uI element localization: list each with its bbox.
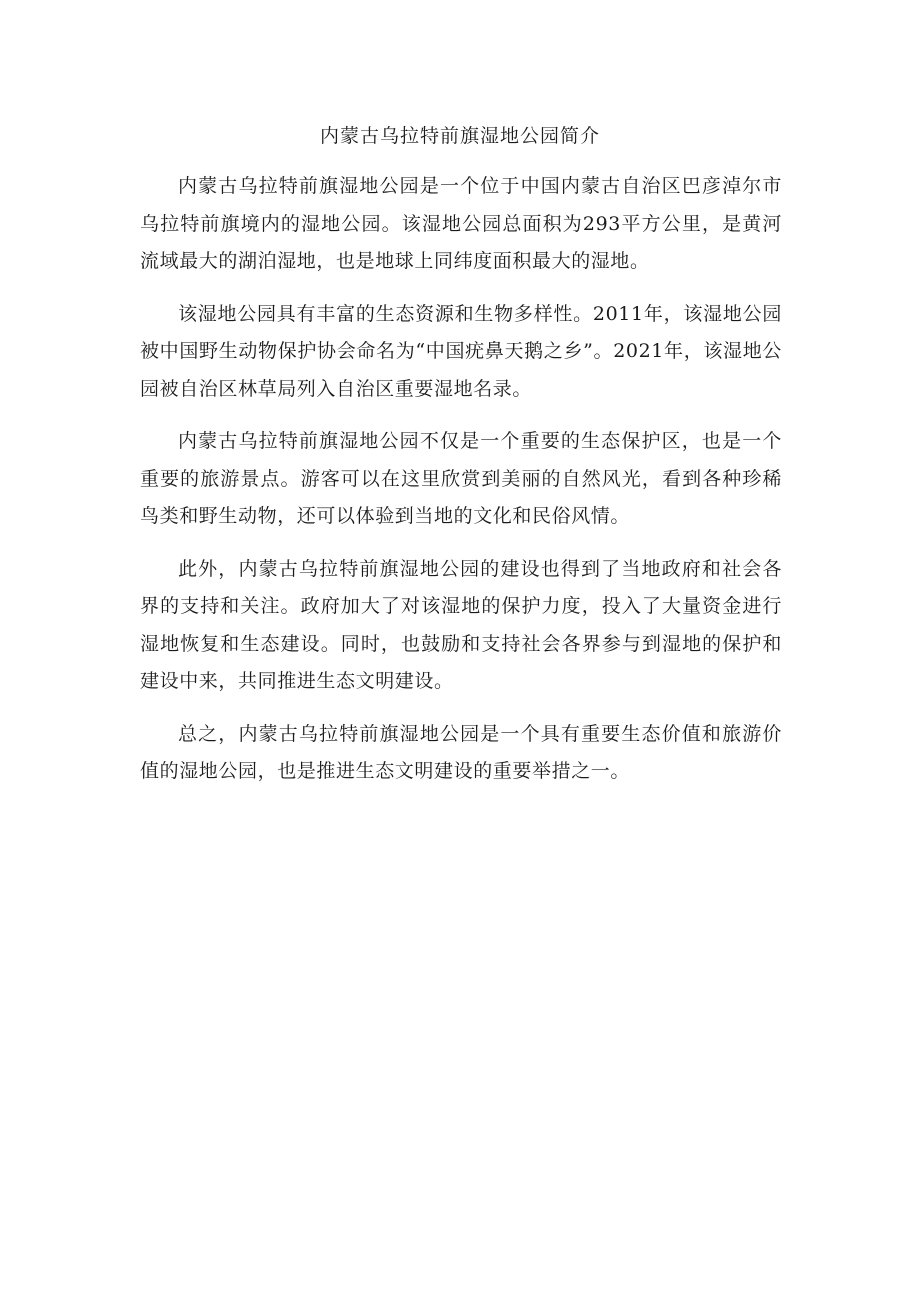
- document-title: 内蒙古乌拉特前旗湿地公园简介: [319, 125, 600, 147]
- document-body: [140, 168, 782, 806]
- paragraph-5: 总之，内蒙古乌拉特前旗湿地公园是一个具有重要生态价值和旅游价值的湿地公园，也是推进生态文明建设的重要举措之一。: [140, 722, 782, 782]
- paragraph-3: 内蒙古乌拉特前旗湿地公园不仅是一个重要的生态保护区，也是一个重要的旅游景点。游客可以在这里欣赏到美丽的自然风光，看到各种珍稀鸟类和野生动物，还可以体验到当地的文化和民俗风情。: [140, 430, 782, 527]
- paragraph-1: 内蒙古乌拉特前旗湿地公园是一个位于中国内蒙古自治区巴彦淖尔市乌拉特前旗境内的湿地公园。该湿地公园总面积为293平方公里，是黄河流域最大的湖泊湿地，也是地球上同纬度面积最大的湿地。: [140, 175, 782, 272]
- paragraph-2: 该湿地公园具有丰富的生态资源和生物多样性。2011年，该湿地公园被中国野生动物保护协会命名为“中国疣鼻天鹅之乡”。2021年，该湿地公园被自治区林草局列入自治区重要湿地名录。: [140, 302, 782, 400]
- paragraph-4: 此外，内蒙古乌拉特前旗湿地公园的建设也得到了当地政府和社会各界的支持和关注。政府加大了对该湿地的保护力度，投入了大量资金进行湿地恢复和生态建设。同时，也鼓励和支持社会各界参与到湿地的保护和建设中来，共同推进生态文明建设。: [140, 557, 782, 692]
